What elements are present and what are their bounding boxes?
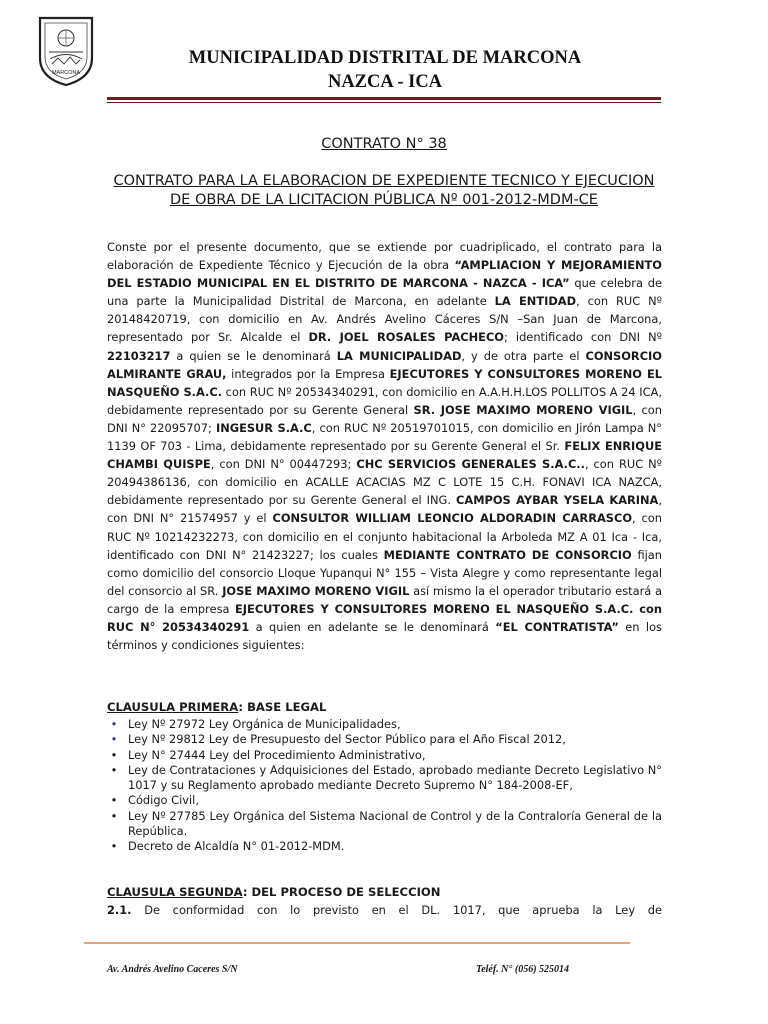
bullet-icon: • bbox=[110, 747, 118, 762]
preamble-text: a quien en adelante se le denominará bbox=[249, 619, 496, 634]
preamble-text: , y de otra parte el bbox=[461, 348, 586, 363]
clause-2-1-text bbox=[107, 902, 662, 918]
clause-heading-segunda bbox=[107, 885, 662, 899]
company-name: INGESUR S.A.C bbox=[215, 420, 312, 435]
list-item bbox=[107, 732, 662, 747]
preamble-text: , con DNI N° 21574957 y el bbox=[107, 493, 662, 526]
mayor-name: DR. JOEL ROSALES PACHECO bbox=[308, 330, 504, 345]
clause-label: CLAUSULA PRIMERA bbox=[107, 700, 239, 714]
list-item-text: Ley Nº 27972 Ley Orgánica de Municipalidades, bbox=[128, 717, 401, 731]
preamble-text: integrados por la Empresa bbox=[226, 366, 390, 381]
project-name: “AMPLIACION Y MEJORAMIENTO DEL ESTADIO MUNICIPAL EN EL DISTRITO DE MARCONA - NAZCA - ICA” bbox=[107, 258, 662, 291]
representative-name: FELIX ENRIQUE CHAMBI QUISPE bbox=[107, 439, 663, 472]
footer-phone: Teléf. N° (056) 525014 bbox=[476, 964, 570, 975]
list-item bbox=[107, 839, 662, 854]
clause-body: De conformidad con lo previsto en el DL. 1017, que aprueba la Ley de bbox=[131, 903, 662, 917]
party-label: “EL CONTRATISTA” bbox=[495, 619, 619, 634]
list-item bbox=[107, 793, 662, 808]
mayor-dni: 22103217 bbox=[107, 348, 171, 363]
party-label: LA ENTIDAD bbox=[494, 294, 577, 309]
institution-title: MUNICIPALIDAD DISTRITAL DE MARCONA bbox=[188, 48, 582, 68]
consortium-name: CONSORCIO ALMIRANTE GRAU, bbox=[107, 348, 662, 381]
preamble-text: a quien se le denominará bbox=[170, 348, 337, 363]
list-item bbox=[107, 748, 662, 763]
bullet-icon: • bbox=[110, 793, 118, 808]
clause-heading-primera bbox=[107, 700, 662, 714]
municipal-seal-icon bbox=[36, 14, 96, 88]
list-item-text: Ley Nº 29812 Ley de Presupuesto del Sector Público para el Año Fiscal 2012, bbox=[128, 732, 566, 747]
consortium-contract-label: MEDIANTE CONTRATO DE CONSORCIO bbox=[383, 547, 632, 562]
institution-location: NAZCA - ICA bbox=[327, 72, 443, 92]
clause-number: 2.1. bbox=[107, 903, 132, 917]
legal-basis-list bbox=[107, 717, 662, 855]
bullet-icon: • bbox=[110, 762, 118, 777]
party-label: LA MUNICIPALIDAD bbox=[336, 348, 462, 363]
list-item-text: Ley Nº 27785 Ley Orgánica del Sistema Nacional de Control y de la Contraloría General de la República. bbox=[128, 808, 662, 839]
preamble-text: fijan como domicilio del consorcio Lloque Yupanqui N° 155 – Vista Alegre y como representante legal del consorcio al SR. bbox=[107, 547, 662, 598]
contract-preamble bbox=[107, 238, 662, 654]
preamble-text: , con DNI N° 22095707; bbox=[107, 402, 662, 435]
clause-title: : BASE LEGAL bbox=[238, 700, 327, 714]
preamble-text: , con RUC Nº 10214232273, con domicilio en el conjunto habitacional la Arboleda MZ A 01 Ica - Ica, identificado con DNI N° 21423227; los cuales bbox=[107, 511, 662, 562]
preamble-text: con RUC Nº 20534340291, con domicilio en A.A.H.H.LOS POLLITOS A 24 ICA, debidamente representado por su Gerente General bbox=[107, 384, 662, 417]
legal-representative-name: JOSE MAXIMO MORENO VIGIL bbox=[222, 583, 410, 598]
preamble-text: Conste por el presente documento, que se extiende por cuadriplicado, el contrato para la elaboración de Expediente Técnico y Ejecución de la obra bbox=[107, 240, 662, 273]
list-item-text: Código Civil, bbox=[128, 793, 199, 808]
company-name: EJECUTORES Y CONSULTORES MORENO EL NASQUEÑO S.A.C. bbox=[107, 366, 662, 399]
tax-operator-company: EJECUTORES Y CONSULTORES MORENO EL NASQUEÑO S.A.C. con RUC N° 20534340291 bbox=[107, 601, 662, 634]
header-rule-thin bbox=[107, 102, 661, 103]
preamble-text: , con DNI N° 00447293; bbox=[210, 457, 357, 472]
bullet-icon: • bbox=[110, 732, 118, 747]
bullet-icon: • bbox=[110, 839, 118, 854]
preamble-text: , con RUC Nº 20148420719, con domicilio en Av. Andrés Avelino Cáceres S/N –San Juan de Marcona, representado por Sr. Alcalde el bbox=[107, 294, 662, 345]
preamble-text: en los términos y condiciones siguientes: bbox=[107, 619, 662, 653]
list-item bbox=[107, 809, 662, 840]
preamble-text: que celebra de una parte la Municipalidad Distrital de Marcona, en adelante bbox=[107, 276, 662, 309]
preamble-text: , con RUC Nº 20519701015, con domicilio en Jirón Lampa N° 1139 OF 703 - Lima, debidamente representado por su Gerente General el Sr. bbox=[107, 420, 662, 454]
footer-rule bbox=[84, 942, 630, 944]
list-item-text: Decreto de Alcaldía N° 01-2012-MDM. bbox=[128, 839, 345, 854]
preamble-text: así mismo la el operador tributario estará a cargo de la empresa bbox=[107, 583, 662, 616]
bullet-icon: • bbox=[110, 717, 118, 731]
footer-address: Av. Andrés Avelino Caceres S/N bbox=[107, 964, 238, 975]
contract-title: CONTRATO PARA LA ELABORACION DE EXPEDIENTE TECNICO Y EJECUCION DE OBRA DE LA LICITACION PÚBLICA Nº 001-2012-MDM-CE bbox=[113, 173, 655, 208]
consultant-name: CONSULTOR WILLIAM LEONCIO ALDORADIN CARRASCO bbox=[272, 511, 633, 526]
clause-label: CLAUSULA SEGUNDA bbox=[107, 885, 243, 899]
representative-name: CAMPOS AYBAR YSELA KARINA bbox=[456, 493, 659, 508]
header-rule-thick bbox=[107, 97, 661, 100]
contract-number: CONTRATO N° 38 bbox=[321, 136, 447, 152]
clause-title: : DEL PROCESO DE SELECCION bbox=[242, 885, 441, 899]
seal-label: MARCONA bbox=[51, 70, 81, 76]
list-item-text: Ley de Contrataciones y Adquisiciones del Estado, aprobado mediante Decreto Legislativo N° 1017 y su Reglamento aprobado mediante Decreto Supremo N° 184-2008-EF, bbox=[128, 762, 662, 793]
list-item bbox=[107, 763, 662, 794]
preamble-text: ; identificado con DNI Nº bbox=[504, 330, 663, 345]
representative-name: SR. JOSE MAXIMO MORENO VIGIL bbox=[413, 402, 633, 417]
preamble-text: , con RUC Nº 20494386136, con domicilio en ACALLE ACACIAS MZ C LOTE 15 C.H. FONAVI ICA NAZCA, debidamente representado por su Gerente General el ING. bbox=[107, 457, 663, 508]
list-item-text: Ley N° 27444 Ley del Procedimiento Administrativo, bbox=[128, 747, 426, 762]
company-name: CHC SERVICIOS GENERALES S.A.C.. bbox=[356, 457, 585, 472]
list-item bbox=[107, 717, 662, 732]
bullet-icon: • bbox=[110, 808, 118, 823]
